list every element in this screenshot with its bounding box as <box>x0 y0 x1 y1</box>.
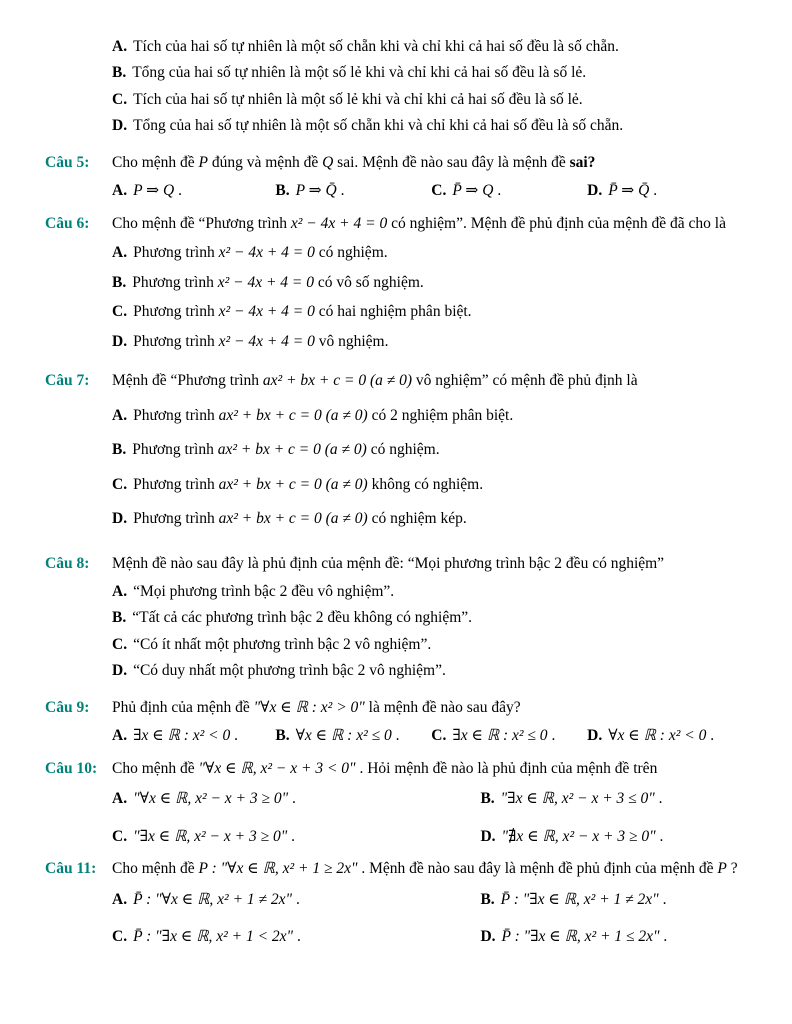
option-c <box>112 826 470 848</box>
option-text: P̄ : "∃x ∈ ℝ, x² + 1 < 2x" . <box>133 928 301 946</box>
option-letter: A. <box>112 38 128 55</box>
option-letter: C. <box>112 90 128 108</box>
question-label: Câu 8: <box>45 554 90 572</box>
option-letter: A. <box>112 890 128 908</box>
question-cau-10 <box>45 758 752 848</box>
option-text: “Tất cả các phương trình bậc 2 đều không có nghiệm”. <box>132 609 473 627</box>
option-letter: A. <box>112 727 128 745</box>
option-letter: A. <box>112 582 128 600</box>
option-letter: D. <box>587 182 603 200</box>
question-stem: Mệnh đề nào sau đây là phủ định của mệnh đề: “Mọi phương trình bậc 2 đều có nghiệm” <box>112 554 665 572</box>
option-text: Phương trình ax² + bx + c = 0 (a ≠ 0) có nghiệm. <box>132 441 440 459</box>
option-c <box>112 301 752 323</box>
option-b <box>112 439 752 461</box>
option-text: "∄x ∈ ℝ, x² − x + 3 ≥ 0" . <box>501 827 664 845</box>
option-a <box>112 180 269 202</box>
option-text: Phương trình ax² + bx + c = 0 (a ≠ 0) có nghiệm kép. <box>133 510 467 528</box>
option-text: P ⇒ Q . <box>133 182 182 200</box>
option-letter: B. <box>480 790 495 808</box>
option-a <box>112 581 752 603</box>
option-text: Tích của hai số tự nhiên là một số lẻ khi và chỉ khi cả hai số đều là số lẻ. <box>133 90 583 108</box>
option-c <box>112 926 470 948</box>
option-letter: C. <box>112 303 128 321</box>
option-text: "∀x ∈ ℝ, x² − x + 3 ≥ 0" . <box>133 790 296 808</box>
option-text: P̄ : "∀x ∈ ℝ, x² + 1 ≠ 2x" . <box>133 890 300 908</box>
option-letter: D. <box>112 332 128 350</box>
option-d <box>112 331 752 353</box>
option-d <box>480 826 752 848</box>
option-text: “Có duy nhất một phương trình bậc 2 vô nghiệm”. <box>133 662 446 680</box>
option-b <box>480 788 752 810</box>
option-letter: B. <box>480 890 495 908</box>
question-stem: Cho mệnh đề P : "∀x ∈ ℝ, x² + 1 ≥ 2x" . Mệnh đề nào sau đây là mệnh đề phủ định của mệnh đề P ? <box>112 860 738 878</box>
question-label: Câu 7: <box>45 372 90 390</box>
option-text: Tổng của hai số tự nhiên là một số lẻ khi và chỉ khi cả hai số đều là số lẻ. <box>132 64 587 82</box>
question-label: Câu 10: <box>45 759 98 777</box>
question-cau-11 <box>45 858 752 948</box>
option-letter: D. <box>480 827 496 845</box>
question-label <box>45 32 112 142</box>
option-letter: C. <box>112 475 128 493</box>
option-letter: A. <box>112 790 128 808</box>
option-b <box>112 272 752 294</box>
question-cau-8 <box>45 553 752 687</box>
option-letter: B. <box>275 727 290 745</box>
option-letter: A. <box>112 244 128 262</box>
option-text: “Có ít nhất một phương trình bậc 2 vô nghiệm”. <box>133 635 432 653</box>
option-text: ∃x ∈ ℝ : x² < 0 . <box>133 727 239 745</box>
option-c <box>112 89 752 111</box>
option-text: Phương trình x² − 4x + 4 = 0 có hai nghiệm phân biệt. <box>133 303 472 321</box>
option-text: Phương trình ax² + bx + c = 0 (a ≠ 0) không có nghiệm. <box>133 475 484 493</box>
option-text: Phương trình x² − 4x + 4 = 0 vô nghiệm. <box>133 332 389 350</box>
option-text: Phương trình x² − 4x + 4 = 0 có vô số nghiệm. <box>132 273 424 291</box>
question-options-continued <box>45 32 752 142</box>
option-text: P̄ : "∃x ∈ ℝ, x² + 1 ≠ 2x" . <box>500 890 667 908</box>
option-c <box>431 180 581 202</box>
question-cau-9 <box>45 697 752 748</box>
question-label: Câu 5: <box>45 153 90 171</box>
option-text: P̄ ⇒ Q . <box>452 182 502 200</box>
option-text: “Mọi phương trình bậc 2 đều vô nghiệm”. <box>133 582 395 600</box>
option-letter: C. <box>431 182 447 200</box>
option-d <box>112 660 752 682</box>
option-b <box>275 725 425 747</box>
option-text: ∀x ∈ ℝ : x² ≤ 0 . <box>295 727 400 745</box>
option-text: "∃x ∈ ℝ, x² − x + 3 ≤ 0" . <box>500 790 663 808</box>
option-c <box>112 634 752 656</box>
option-letter: D. <box>112 117 128 135</box>
option-d <box>587 180 752 202</box>
question-cau-7 <box>45 370 752 542</box>
option-a <box>112 725 269 747</box>
option-letter: B. <box>112 273 127 291</box>
option-a <box>112 36 752 58</box>
option-text: ∃x ∈ ℝ : x² ≤ 0 . <box>452 727 556 745</box>
option-letter: D. <box>480 928 496 946</box>
option-d <box>587 725 752 747</box>
option-c <box>112 474 752 496</box>
option-letter: C. <box>112 928 128 946</box>
question-stem: Cho mệnh đề P đúng và mệnh đề Q sai. Mệnh đề nào sau đây là mệnh đề sai? <box>112 153 596 171</box>
option-letter: A. <box>112 182 128 200</box>
option-letter: B. <box>112 441 127 459</box>
option-c <box>431 725 581 747</box>
option-letter: A. <box>112 406 128 424</box>
question-label: Câu 6: <box>45 214 90 232</box>
option-b <box>275 180 425 202</box>
question-stem: Cho mệnh đề "∀x ∈ ℝ, x² − x + 3 < 0" . Hỏi mệnh đề nào là phủ định của mệnh đề trên <box>112 759 658 777</box>
option-d <box>480 926 752 948</box>
question-cau-5 <box>45 152 752 203</box>
option-letter: B. <box>112 609 127 627</box>
question-stem: Mệnh đề “Phương trình ax² + bx + c = 0 (a ≠ 0) vô nghiệm” có mệnh đề phủ định là <box>112 372 638 390</box>
option-a <box>112 788 470 810</box>
option-a <box>112 405 752 427</box>
option-letter: B. <box>275 182 290 200</box>
question-stem: Phủ định của mệnh đề "∀x ∈ ℝ : x² > 0" là mệnh đề nào sau đây? <box>112 698 521 716</box>
question-cau-6 <box>45 213 752 360</box>
option-text: P̄ ⇒ Q̄ . <box>608 182 658 200</box>
option-letter: C. <box>112 827 128 845</box>
option-letter: C. <box>431 727 447 745</box>
option-text: P ⇒ Q̄ . <box>295 182 345 200</box>
option-text: "∃x ∈ ℝ, x² − x + 3 ≥ 0" . <box>133 827 295 845</box>
question-label: Câu 9: <box>45 698 90 716</box>
question-label: Câu 11: <box>45 860 97 878</box>
option-a <box>112 242 752 264</box>
option-text: Phương trình x² − 4x + 4 = 0 có nghiệm. <box>133 244 388 262</box>
option-d <box>112 508 752 530</box>
option-text: ∀x ∈ ℝ : x² < 0 . <box>608 727 715 745</box>
option-letter: B. <box>112 64 127 82</box>
option-d <box>112 115 752 137</box>
option-b <box>112 607 752 629</box>
option-letter: D. <box>112 510 128 528</box>
option-letter: D. <box>112 662 128 680</box>
option-text: Tích của hai số tự nhiên là một số chẵn khi và chỉ khi cả hai số đều là số chẵn. <box>133 38 619 55</box>
option-text: P̄ : "∃x ∈ ℝ, x² + 1 ≤ 2x" . <box>501 928 668 946</box>
option-b <box>480 889 752 911</box>
question-stem: Cho mệnh đề “Phương trình x² − 4x + 4 = 0 có nghiệm”. Mệnh đề phủ định của mệnh đề đã cho là <box>112 214 726 232</box>
option-letter: C. <box>112 635 128 653</box>
option-b <box>112 62 752 84</box>
option-text: Tổng của hai số tự nhiên là một số chẵn khi và chỉ khi cả hai số đều là số chẵn. <box>133 117 624 135</box>
option-text: Phương trình ax² + bx + c = 0 (a ≠ 0) có 2 nghiệm phân biệt. <box>133 406 514 424</box>
option-a <box>112 889 470 911</box>
option-letter: D. <box>587 727 603 745</box>
